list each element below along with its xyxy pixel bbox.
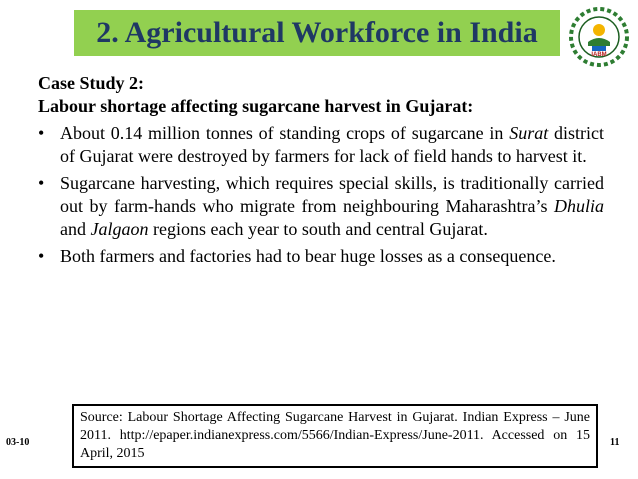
- source-citation: [72, 404, 598, 468]
- place-name: Surat: [509, 123, 549, 143]
- bullet-list: [38, 122, 604, 268]
- title-bar: [74, 10, 560, 56]
- logo-acronym: IABM: [591, 52, 607, 58]
- slide-title: 2. Agricultural Workforce in India: [96, 16, 538, 49]
- source-text: Source: Labour Shortage Affecting Sugarcane Harvest in Gujarat. Indian Express – June 2011. http://epaper.indianexpress.com/5566/Indian-Express/June-2011. Accessed on 15 April, 2015: [80, 410, 590, 461]
- page-number: 11: [610, 437, 620, 448]
- slide-content: [38, 72, 604, 272]
- bullet-item: • Both farmers and factories had to bear huge losses as a consequence.: [38, 245, 604, 268]
- case-label: Case Study 2:: [38, 73, 145, 93]
- place-name: Jalgaon: [90, 219, 149, 239]
- bullet-item: • About 0.14 million tonnes of standing crops of sugarcane in Surat district of Gujarat were destroyed by farmers for lack of field hands to harvest it.: [38, 122, 604, 168]
- case-heading: Labour shortage affecting sugarcane harvest in Gujarat:: [38, 96, 474, 116]
- place-name: Dhulia: [553, 196, 604, 216]
- footer-date: 03-10: [6, 437, 30, 448]
- institute-logo-icon: [568, 6, 630, 68]
- bullet-item: • Sugarcane harvesting, which requires special skills, is traditionally carried out by farm-hands who migrate from neighbouring Maharashtra’s Dhulia and Jalgaon regions each year to south and central Gujarat.: [38, 172, 604, 241]
